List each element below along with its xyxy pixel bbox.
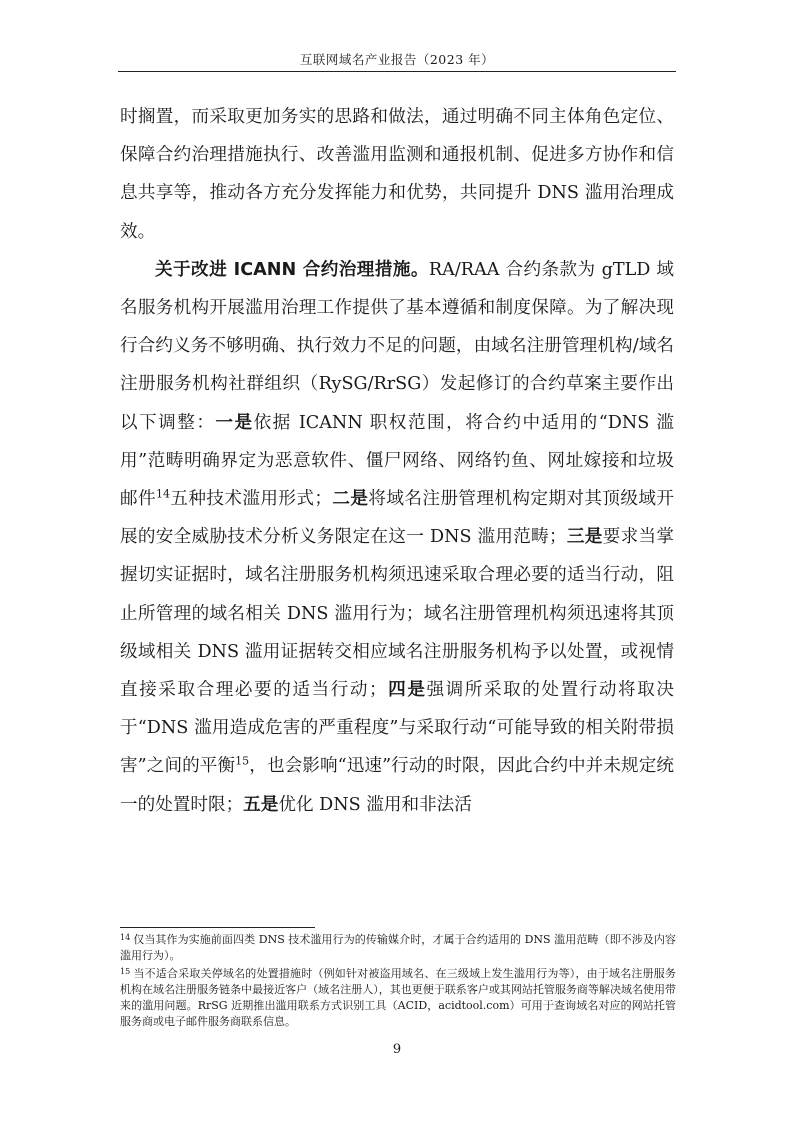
item-label-3: 三是 — [566, 527, 603, 548]
footnote-text: 仅当其作为实施前面四类 DNS 技术滥用行为的传输媒介时，才属于合约适用的 DNS 滥用范畴（即不涉及内容滥用行为）。 — [120, 933, 676, 963]
item-text-4a: 强调所采取的处置行动将取决于“DNS 滥用造成危害的严重程度”与采取行动“可能导致的相关附带损害”之间的平衡 — [120, 680, 674, 777]
item-label-4: 四是 — [386, 680, 427, 701]
body-text — [120, 98, 674, 824]
item-label-2: 二是 — [331, 489, 369, 510]
footnote-14 — [120, 930, 676, 964]
footnote-text: 当不适合采取关停域名的处置措施时（例如针对被盗用域名、在三级域上发生滥用行为等），由于域名注册服务机构在域名注册服务链条中最接近客户（域名注册人），其也更便于联系客户或其网站托管服务商等解决域名使用带来的滥用问题。RrSG 近期推出滥用联系方式识别工具（ACID，acidtool.com）可用于查询域名对应的网站托管服务商或电子邮件服务商联系信息。 — [120, 967, 676, 1029]
page-number: 9 — [392, 1042, 402, 1057]
footnote-ref-15[interactable]: 15 — [235, 754, 250, 768]
footnote-ref-14[interactable]: 14 — [156, 487, 170, 501]
footnote-15 — [120, 964, 676, 1030]
item-text-3: 要求当掌握切实证据时，域名注册服务机构须迅速采取合理必要的适当行动，阻止所管理的域名相关 DNS 滥用行为；域名注册管理机构须迅速将其顶级域相关 DNS 滥用证据转交相应域名注册服务机构予以处置，或视情直接采取合理必要的适当行动； — [120, 527, 674, 701]
paragraph-heading: 关于改进 ICANN 合约治理措施。 — [155, 259, 429, 280]
footnote-divider — [120, 927, 315, 928]
item-label-5: 五是 — [243, 794, 279, 815]
paragraph-intro: RA/RAA 合约条款为 gTLD 域名服务机构开展滥用治理工作提供了基本遵循和制度保障。为了解决现行合约义务不够明确、执行效力不足的问题，由域名注册管理机构/域名注册服务机构社群组织（RySG/RrSG）发起修订的合约草案主要作出以下调整： — [120, 259, 674, 433]
header-divider — [118, 71, 676, 72]
footnote-mark: 15 — [120, 967, 131, 977]
paragraph-continuation: 时搁置，而采取更加务实的思路和做法，通过明确不同主体角色定位、保障合约治理措施执行、改善滥用监测和通报机制、促进多方协作和信息共享等，推动各方充分发挥能力和优势，共同提升 DNS 滥用治理成效。 — [120, 107, 674, 242]
item-text-2: 将域名注册管理机构定期对其顶级域开展的安全威胁技术分析义务限定在这一 DNS 滥用范畴； — [120, 489, 674, 548]
footnote-mark: 14 — [120, 933, 131, 942]
running-header: 互联网域名产业报告（2023 年） — [299, 52, 495, 67]
item-label-1: 一是 — [215, 412, 254, 433]
footnotes — [120, 930, 676, 1030]
paragraph-contract-measures — [120, 251, 674, 824]
item-text-5: 优化 DNS 滥用和非法活 — [278, 794, 472, 815]
item-text-1b: 五种技术滥用形式； — [170, 489, 332, 510]
item-text-4b: ，也会影响“迅速”行动的时限，因此合约中并未规定统一的处置时限； — [120, 756, 674, 815]
item-text-1a: 依据 ICANN 职权范围，将合约中适用的“DNS 滥用”范畴明确界定为恶意软件、僵尸网络、网络钓鱼、网址嫁接和垃圾邮件 — [120, 412, 674, 510]
